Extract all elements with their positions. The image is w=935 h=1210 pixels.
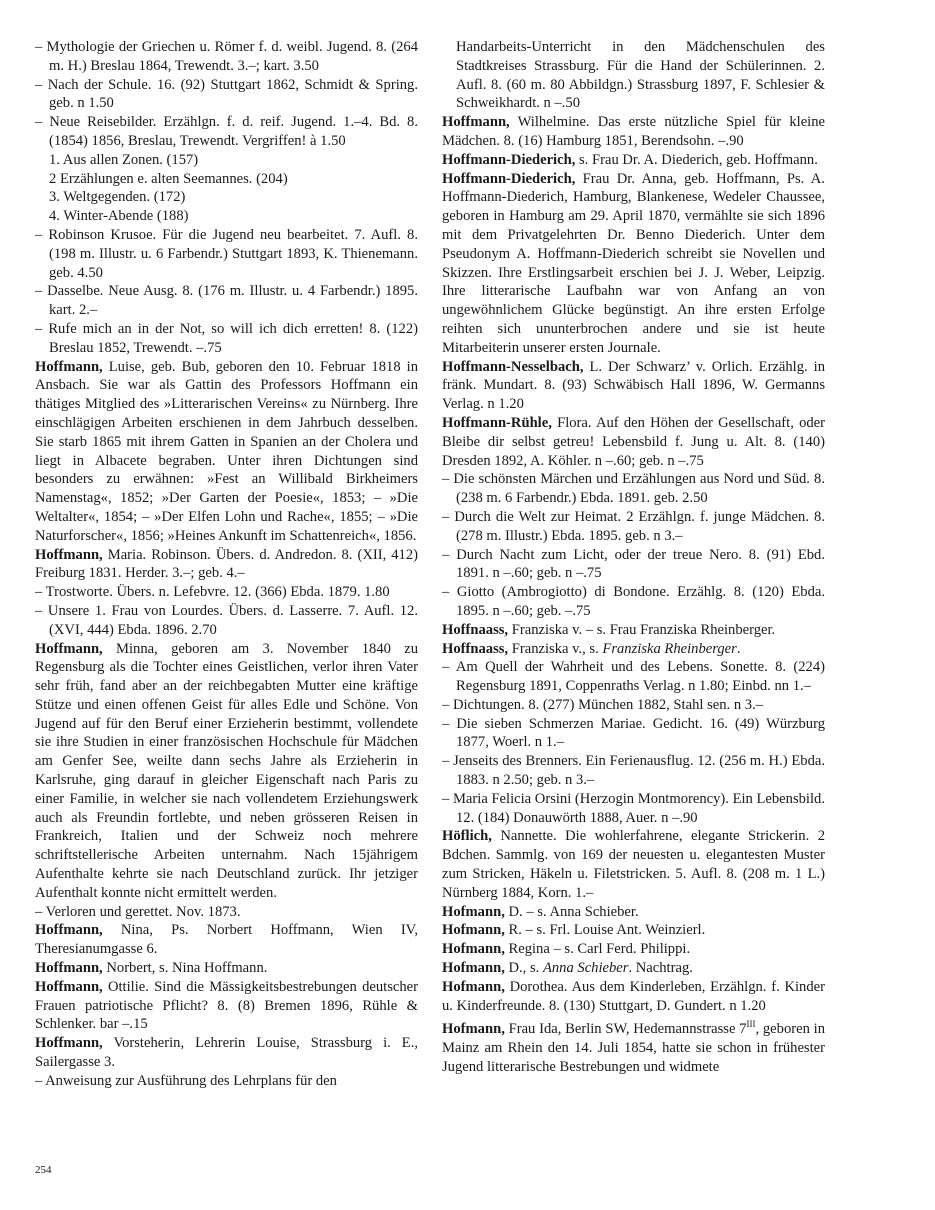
entry bbox=[35, 151, 418, 170]
entry-text: 3. Weltgegenden. (172) bbox=[49, 189, 186, 206]
entry-text: L. Der Schwarz’ v. Orlich. Erzählg. in fränk. Mundart. 8. (93) Schwäbisch Hall 1896, W. Germanns Verlag. n 1.20 bbox=[442, 358, 825, 413]
entry-text: – Rufe mich an in der Not, so will ich dich erretten! 8. (122) Breslau 1852, Trewendt. –.75 bbox=[35, 320, 418, 356]
entry bbox=[35, 38, 418, 76]
entry bbox=[35, 959, 418, 978]
entry-text: D., s. bbox=[504, 960, 543, 977]
entry-heading: Hoffmann, bbox=[35, 922, 103, 939]
entry-text: Frau Dr. Anna, geb. Hoffmann, Ps. A. Hoffmann-Diederich, Hamburg, Blankenese, Wedeler Chaussee, geboren in Hamburg am 29. April 1870, vermählte sie sich 1896 mit dem Privatgelehrten Dr. Benno Diederich. Unter dem Pseudonym A. Hoffmann-Diederich schreibt sie Novellen und Skizzen. Ihre Erstlingsarbeit erschien bei J. J. Weber, Leipzig. Ihre litterarische Laufbahn war von Anfang an von ungewöhnlichem Glücke begünstigt. An ihre ersten Erfolge reihten sich ununterbrochen andere und sie ist heute Mitarbeiterin unserer ersten Journale. bbox=[442, 170, 825, 356]
entry-text: Flora. Auf den Höhen der Gesellschaft, oder Bleibe dir selbst getreu! Lebensbild f. Jung u. Alt. 8. (140) Dresden 1892, A. Köhler. n –.60; geb. n –.75 bbox=[442, 414, 825, 469]
entry bbox=[442, 508, 825, 546]
entry-text: Franziska v., s. bbox=[508, 640, 603, 657]
entry-heading: Hoffmann, bbox=[35, 978, 103, 995]
entry-text: Maria. Robinson. Übers. d. Andredon. 8. (XII, 412) Freiburg 1831. Herder. 3.–; geb. 4.– bbox=[35, 546, 418, 582]
entry bbox=[35, 113, 418, 151]
entry bbox=[442, 903, 825, 922]
entry bbox=[442, 113, 825, 151]
entry-tail: . Nachtrag. bbox=[628, 960, 693, 977]
entry bbox=[35, 226, 418, 282]
entry-text: – Am Quell der Wahrheit und des Lebens. Sonette. 8. (224) Regensburg 1891, Coppenraths Verlag. n 1.80; Einbd. nn 1.– bbox=[442, 659, 825, 695]
entry-heading: Hofmann, bbox=[442, 903, 505, 920]
entry-text: Handarbeits-Unterricht in den Mädchenschulen des Stadtkreises Strassburg. Für die Hand der Schülerinnen. 2. Aufl. 8. (60 m. 80 Abbildgn.) Strassburg 1897, F. Schlesier & Schweikhardt. n –.50 bbox=[456, 39, 825, 112]
entry-text: – Robinson Krusoe. Für die Jugend neu bearbeitet. 7. Aufl. 8. (198 m. Illustr. u. 6 Farbendr.) Stuttgart 1893, K. Thienemann. geb. 4.50 bbox=[35, 226, 418, 281]
entry-heading: Höflich, bbox=[442, 828, 492, 845]
entry bbox=[442, 696, 825, 715]
entry-text: Regina – s. Carl Ferd. Philippi. bbox=[504, 941, 691, 958]
entry bbox=[35, 546, 418, 584]
entry-text: Ottilie. Sind die Mässigkeitsbestrebungen deutscher Frauen patriotische Pflicht? 8. (8) Bremen 1896, Rühle & Schlenker. bar –.15 bbox=[35, 978, 418, 1033]
entry bbox=[35, 583, 418, 602]
entry-text: – Dichtungen. 8. (277) München 1882, Stahl sen. n 3.– bbox=[442, 696, 764, 713]
entry-text: Nannette. Die wohlerfahrene, elegante Strickerin. 2 Bdchen. Sammlg. von 169 der neuesten u. elegantesten Muster zum Stricken, Häkeln u. Filetstricken. 5. Aufl. 8. (208 m. 1 L.) Nürnberg 1884, Korn. 1.– bbox=[442, 828, 825, 901]
entry bbox=[442, 790, 825, 828]
entry-heading: Hoffmann-Diederich, bbox=[442, 170, 576, 187]
entry bbox=[442, 414, 825, 470]
entry-italic: Anna Schieber bbox=[542, 960, 629, 977]
entry-text: – Trostworte. Übers. n. Lefebvre. 12. (366) Ebda. 1879. 1.80 bbox=[35, 584, 390, 601]
entry-text: Minna, geboren am 3. November 1840 zu Regensburg als die Tochter eines Geistlichen, verlor ihren Vater sehr früh, fand aber an der reichbegabten Mutter eine kräftige Stütze und einen offenen Geist für alles Edle und Schöne. Von Jugend auf für den Beruf einer Erzieherin bestimmt, vollendete sie ihre Studien in einer französischen Hochschule für Mädchen am Genfer See, weilte dann sechs Jahre als Erzieherin in Karlsruhe, ging darauf in gleicher Eigenschaft nach Paris zu einer Familie, in welcher sie nach vollendetem Erziehungswerk auch als Freundin fortlebte, und neben grösseren Reisen in Frankreich, Italien und der Schweiz noch mehrere schriftstellerische Arbeiten unternahm. Nach 15jährigem Aufenthalte kehrte sie nach Deutschland zurück. Ihr jetziger Aufenthalt konnte nicht ermittelt werden. bbox=[35, 640, 418, 901]
entry-italic: Franziska Rheinberger bbox=[602, 640, 737, 657]
entry-text: 4. Winter-Abende (188) bbox=[49, 208, 189, 225]
entry bbox=[442, 151, 825, 170]
entry bbox=[442, 940, 825, 959]
entry bbox=[442, 715, 825, 753]
entry-heading: Hofmann, bbox=[442, 978, 505, 995]
entry-heading: Hoffmann, bbox=[442, 114, 510, 131]
entry-text: – Verloren und gerettet. Nov. 1873. bbox=[35, 903, 241, 920]
entry-text: Wilhelmine. Das erste nützliche Spiel für kleine Mädchen. 8. (16) Hamburg 1851, Berendsohn. –.90 bbox=[442, 114, 825, 149]
entry bbox=[442, 546, 825, 584]
entry bbox=[35, 76, 418, 114]
entry-text: – Die sieben Schmerzen Mariae. Gedicht. 16. (49) Würzburg 1877, Woerl. n 1.– bbox=[442, 715, 825, 751]
entry-heading: Hofmann, bbox=[442, 922, 505, 939]
entry bbox=[442, 978, 825, 1016]
entry bbox=[35, 1034, 418, 1072]
entry bbox=[35, 903, 418, 922]
entry-heading: Hoffmann, bbox=[35, 546, 103, 563]
entry-text: Vorsteherin, Lehrerin Louise, Strassburg i. E., Sailergasse 3. bbox=[35, 1035, 418, 1071]
entry-heading: Hoffmann, bbox=[35, 640, 103, 657]
entry-heading: Hoffmann-Rühle, bbox=[442, 414, 552, 431]
entry bbox=[442, 658, 825, 696]
entry-text: – Neue Reisebilder. Erzählgn. f. d. reif. Jugend. 1.–4. Bd. 8. (1854) 1856, Breslau, Trewendt. Vergriffen! à 1.50 bbox=[35, 114, 418, 149]
entry bbox=[35, 320, 418, 358]
entry-heading: Hoffnaass, bbox=[442, 640, 509, 657]
entry bbox=[442, 827, 825, 902]
entry-heading: Hoffmann, bbox=[35, 358, 103, 375]
entry-heading: Hoffmann-Diederich, bbox=[442, 151, 576, 168]
entry-heading: Hoffmann-Nesselbach, bbox=[442, 358, 584, 375]
entry bbox=[442, 583, 825, 621]
entry-text: – Mythologie der Griechen u. Römer f. d. weibl. Jugend. 8. (264 m. H.) Breslau 1864, Trewendt. 3.–; kart. 3.50 bbox=[35, 39, 418, 74]
entry-heading: Hoffnaass, bbox=[442, 621, 509, 638]
entry bbox=[442, 959, 825, 978]
entry-text: Frau Ida, Berlin SW, Hedemannstrasse 7 bbox=[504, 1021, 747, 1038]
entry-text: Franziska v. – s. Frau Franziska Rheinberger. bbox=[508, 621, 776, 638]
entry-text: 2 Erzählungen e. alten Seemannes. (204) bbox=[49, 170, 288, 187]
entry-text: Nina, Ps. Norbert Hoffmann, Wien IV, Theresianumgasse 6. bbox=[35, 922, 418, 958]
entry bbox=[442, 1015, 825, 1076]
entry bbox=[442, 358, 825, 414]
entry-text: 1. Aus allen Zonen. (157) bbox=[49, 151, 199, 168]
entry-text: – Dasselbe. Neue Ausg. 8. (176 m. Illustr. u. 4 Farbendr.) 1895. kart. 2.– bbox=[35, 283, 418, 319]
right-column bbox=[442, 38, 825, 1077]
entry-heading: Hoffmann, bbox=[35, 1035, 103, 1052]
entry bbox=[442, 921, 825, 940]
entry bbox=[442, 621, 825, 640]
entry-text: – Unsere 1. Frau von Lourdes. Übers. d. Lasserre. 7. Aufl. 12. (XVI, 444) Ebda. 1896. 2.70 bbox=[35, 602, 418, 638]
entry bbox=[442, 752, 825, 790]
entry bbox=[35, 921, 418, 959]
left-column bbox=[35, 38, 418, 1091]
entry-text: – Durch die Welt zur Heimat. 2 Erzählgn. f. junge Mädchen. 8. (278 m. Illustr.) Ebda. 1895. geb. n 3.– bbox=[442, 508, 825, 544]
entry-text: – Die schönsten Märchen und Erzählungen aus Nord und Süd. 8. (238 m. 6 Farbendr.) Ebda. 1891. geb. 2.50 bbox=[442, 471, 825, 507]
entry bbox=[35, 1072, 418, 1091]
entry bbox=[35, 282, 418, 320]
entry-heading: Hofmann, bbox=[442, 941, 505, 958]
entry bbox=[35, 358, 418, 546]
entry-heading: Hoffmann, bbox=[35, 960, 103, 977]
entry-text: s. Frau Dr. A. Diederich, geb. Hoffmann. bbox=[575, 151, 818, 168]
entry bbox=[35, 207, 418, 226]
entry-text: – Maria Felicia Orsini (Herzogin Montmorency). Ein Lebensbild. 12. (184) Donauwörth 1888, Auer. n –.90 bbox=[442, 790, 825, 826]
entry-text: Dorothea. Aus dem Kinderleben, Erzählgn. f. Kinder u. Kinderfreunde. 8. (130) Stuttgart, D. Gundert. n 1.20 bbox=[442, 978, 825, 1014]
entry-text: D. – s. Anna Schieber. bbox=[504, 903, 639, 920]
entry bbox=[35, 170, 418, 189]
entry bbox=[35, 640, 418, 903]
entry-heading: Hofmann, bbox=[442, 1021, 505, 1038]
entry-text: Luise, geb. Bub, geboren den 10. Februar 1818 in Ansbach. Sie war als Gattin des Professors Hoffmann ein thätiges Mitglied des »Litterarischen Vereins« zu Nürnberg. Ihre einschlägigen Arbeiten erschienen in dem Jahrbuch desselben. Sie starb 1865 mit ihrem Gatten in Spanien an der Cholera und liegt in Albacete begraben. Unter ihren Dichtungen sind besonders zu erwähnen: »Fest an Willibald Birkheimers Namenstag«, 1852; »Der Garten der Poesie«, 1853; – »Die Weltalter«, 1854; – »Der Elfen Lohn und Rache«, 1855; – »Die Naturforscher«, 1856; »Heines Ankunft im Schattenreich«, 1856. bbox=[35, 358, 418, 544]
entry bbox=[35, 188, 418, 207]
entry-text: – Anweisung zur Ausführung des Lehrplans für den bbox=[35, 1072, 337, 1089]
entry bbox=[35, 978, 418, 1034]
entry bbox=[442, 640, 825, 659]
entry bbox=[442, 38, 825, 113]
entry-text: – Jenseits des Brenners. Ein Ferienausflug. 12. (256 m. H.) Ebda. 1883. n 2.50; geb. n 3.– bbox=[442, 753, 825, 789]
entry-text: Norbert, s. Nina Hoffmann. bbox=[102, 960, 268, 977]
entry-text: R. – s. Frl. Louise Ant. Weinzierl. bbox=[504, 922, 706, 939]
entry-superscript: III bbox=[746, 1019, 756, 1030]
entry-text: – Giotto (Ambrogiotto) di Bondone. Erzählg. 8. (120) Ebda. 1895. n –.60; geb. –.75 bbox=[442, 584, 825, 619]
entry-tail: . bbox=[736, 640, 741, 657]
entry-text: – Nach der Schule. 16. (92) Stuttgart 1862, Schmidt & Spring. geb. n 1.50 bbox=[35, 76, 418, 112]
entry-text: – Durch Nacht zum Licht, oder der treue Nero. 8. (91) Ebd. 1891. n –.60; geb. n –.75 bbox=[442, 546, 825, 582]
entry bbox=[442, 170, 825, 358]
entry bbox=[35, 602, 418, 640]
page-number: 254 bbox=[35, 1164, 52, 1176]
entry-heading: Hofmann, bbox=[442, 960, 505, 977]
entry-tail: , geboren in Mainz am Rhein den 14. Juli 1854, hatte sie schon in frühester Jugend litterarische Bestrebungen und widmete bbox=[442, 1021, 825, 1075]
entry bbox=[442, 470, 825, 508]
